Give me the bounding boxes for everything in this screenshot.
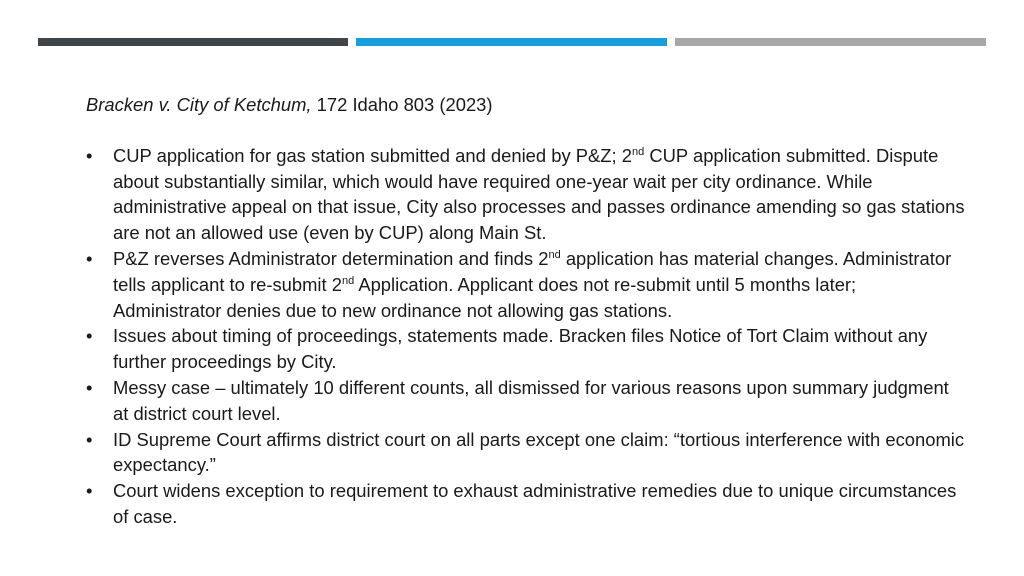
- accent-bar-gray: [675, 38, 986, 46]
- bullet-item-6: • Court widens exception to requirement to exhaust administrative remedies due to unique circumstances of case.: [86, 480, 957, 527]
- bullet-item-2: • P&Z reverses Administrator determination and finds 2nd application has material changes. Administrator tells applicant to re-submit 2nd Application. Applicant does not re-submit until 5 months later; Administrator denies due to new ordinance not allowing gas stations.: [86, 247, 952, 321]
- bullet-marker: •: [86, 325, 93, 347]
- bullet-marker: •: [86, 428, 93, 450]
- slide-body: [86, 92, 966, 530]
- bullet-item-1: • CUP application for gas station submitted and denied by P&Z; 2nd CUP application submitted. Dispute about substantially similar, which would have required one-year wait per city ordinance. While administrative appeal on that issue, City also processes and passes ordinance amending so gas stations are not an allowed use (even by CUP) along Main St.: [86, 144, 965, 244]
- bullet-item-4: • Messy case – ultimately 10 different counts, all dismissed for various reasons upon summary judgment at district court level.: [86, 376, 949, 424]
- bullet-list: [86, 143, 966, 530]
- accent-bar-blue: [356, 38, 667, 46]
- bullet-item-5: • ID Supreme Court affirms district court on all parts except one claim: “tortious interference with economic expectancy.”: [86, 428, 965, 476]
- case-reporter: 172 Idaho 803 (2023): [311, 94, 493, 115]
- bullet-marker: •: [86, 247, 93, 269]
- case-name: Bracken v. City of Ketchum,: [86, 94, 312, 115]
- bullet-marker: •: [86, 480, 93, 502]
- bullet-item-3: • Issues about timing of proceedings, statements made. Bracken files Notice of Tort Claim without any further proceedings by City.: [86, 325, 928, 373]
- header-accent-bars: [38, 38, 986, 46]
- bullet-marker: •: [86, 144, 93, 166]
- accent-bar-dark: [38, 38, 348, 46]
- bullet-marker: •: [86, 376, 93, 398]
- case-citation: [86, 92, 966, 118]
